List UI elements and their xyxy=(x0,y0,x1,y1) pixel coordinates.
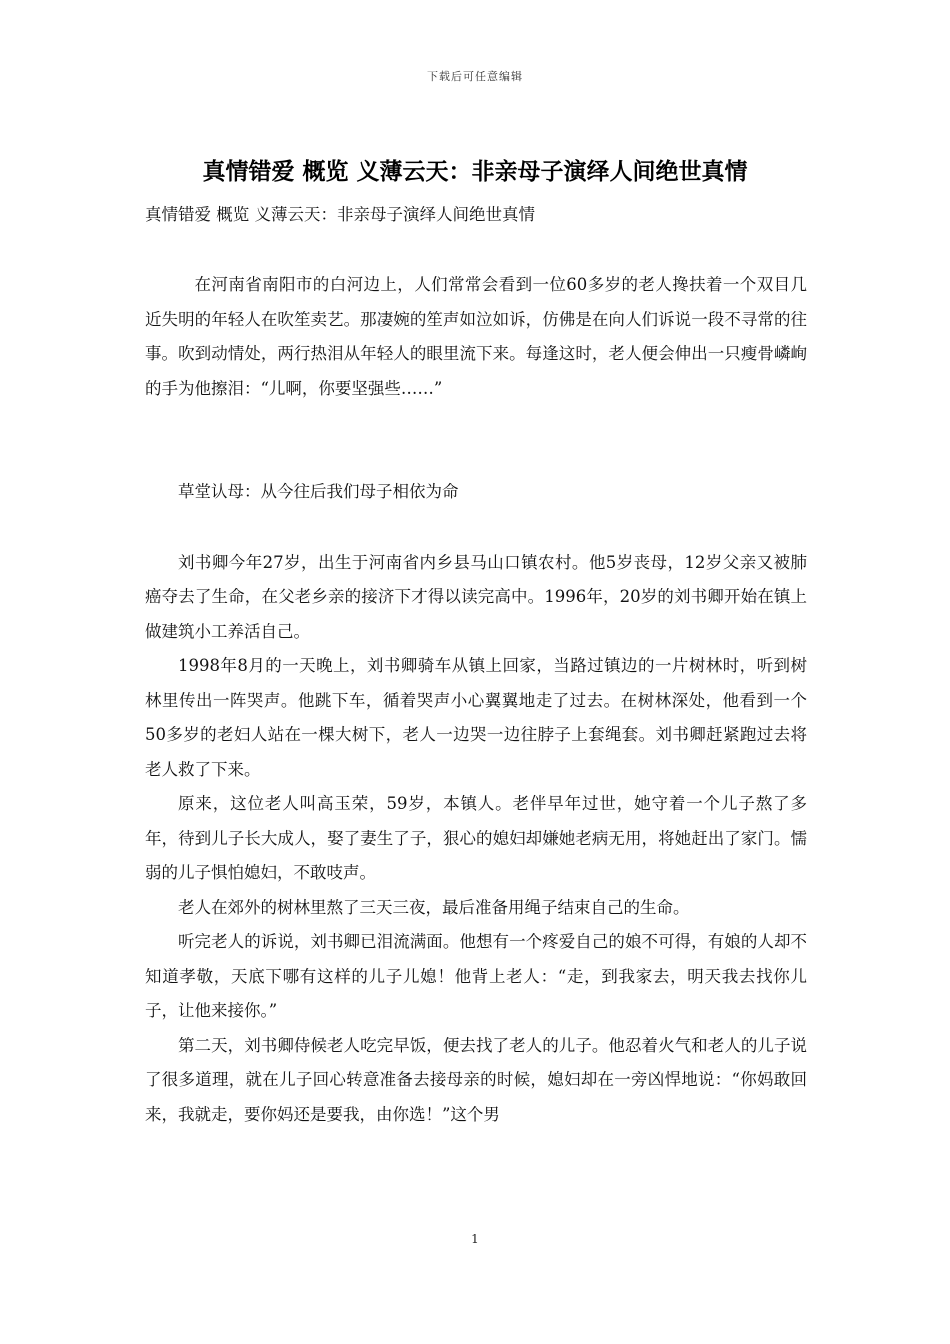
body-paragraph: 1998年8月的一天晚上，刘书卿骑车从镇上回家，当路过镇边的一片树林时，听到树林里传出一阵哭声。他跳下车，循着哭声小心翼翼地走了过去。在树林深处，他看到一个50多岁的老妇人站在一棵大树下，老人一边哭一边往脖子上套绳套。刘书卿赶紧跑过去将老人救了下来。 xyxy=(145,656,807,779)
body-paragraph: 老人在郊外的树林里熬了三天三夜，最后准备用绳子结束自己的生命。 xyxy=(178,897,690,917)
body-paragraph: 听完老人的诉说，刘书卿已泪流满面。他想有一个疼爱自己的娘不可得，有娘的人却不知道孝敬，天底下哪有这样的儿子儿媳！他背上老人：“走，到我家去，明天我去找你儿子，让他来接你。” xyxy=(145,932,807,1020)
intro-paragraph: 在河南省南阳市的白河边上，人们常常会看到一位60多岁的老人搀扶着一个双目几近失明的年轻人在吹笙卖艺。那凄婉的笙声如泣如诉，仿佛是在向人们诉说一段不寻常的往事。吹到动情处，两行热泪从年轻人的眼里流下来。每逢这时，老人便会伸出一只瘦骨嶙峋的手为他擦泪：“儿啊，你要坚强些……” xyxy=(145,275,807,398)
section-heading: 草堂认母：从今往后我们母子相依为命 xyxy=(178,482,459,501)
document-body xyxy=(145,268,807,1132)
page-header-note: 下载后可任意编辑 xyxy=(427,70,523,83)
body-paragraph: 第二天，刘书卿侍候老人吃完早饭，便去找了老人的儿子。他忍着火气和老人的儿子说了很多道理，就在儿子回心转意准备去接母亲的时候，媳妇却在一旁凶悍地说：“你妈敢回来，我就走，要你妈还是要我，由你选！”这个男 xyxy=(145,1035,807,1124)
body-paragraph: 刘书卿今年27岁，出生于河南省内乡县马山口镇农村。他5岁丧母，12岁父亲又被肺癌夺去了生命，在父老乡亲的接济下才得以读完高中。1996年，20岁的刘书卿开始在镇上做建筑小工养活自己。 xyxy=(145,552,807,641)
body-paragraph: 原来，这位老人叫高玉荣，59岁，本镇人。老伴早年过世，她守着一个儿子熬了多年，待到儿子长大成人，娶了妻生了子，狠心的媳妇却嫌她老病无用，将她赶出了家门。懦弱的儿子惧怕媳妇，不敢吱声。 xyxy=(145,794,807,882)
paragraph-spacer xyxy=(145,510,807,546)
paragraph-spacer xyxy=(145,406,807,475)
document-title: 真情错爱 概览 义薄云天：非亲母子演绎人间绝世真情 xyxy=(202,159,748,185)
document-subtitle: 真情错爱 概览 义薄云天：非亲母子演绎人间绝世真情 xyxy=(145,205,535,224)
page-number: 1 xyxy=(471,1232,479,1246)
